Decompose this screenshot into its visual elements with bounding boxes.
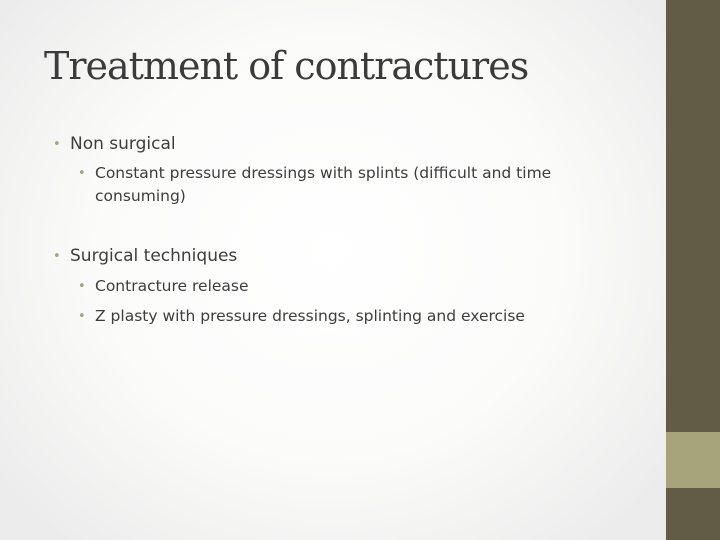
bullet: • bbox=[53, 249, 61, 264]
bullet-constant-pressure-line2: consuming) bbox=[95, 187, 186, 205]
bullet: • bbox=[78, 279, 86, 294]
bullet-z-plasty: Z plasty with pressure dressings, splinting and exercise bbox=[95, 307, 525, 325]
side-band-accent bbox=[666, 432, 720, 488]
bullet: • bbox=[78, 166, 86, 181]
slide-title: Treatment of contractures bbox=[44, 44, 529, 88]
bullet-non-surgical: Non surgical bbox=[70, 134, 176, 154]
bullet: • bbox=[53, 137, 61, 152]
bullet-contracture-release: Contracture release bbox=[95, 277, 249, 295]
side-band-dark-bottom bbox=[666, 488, 720, 540]
bullet: • bbox=[78, 309, 86, 324]
side-band-dark bbox=[666, 0, 720, 432]
bullet-surgical-techniques: Surgical techniques bbox=[70, 246, 238, 266]
bullet-constant-pressure-line1: Constant pressure dressings with splints (difficult and time bbox=[95, 164, 552, 182]
